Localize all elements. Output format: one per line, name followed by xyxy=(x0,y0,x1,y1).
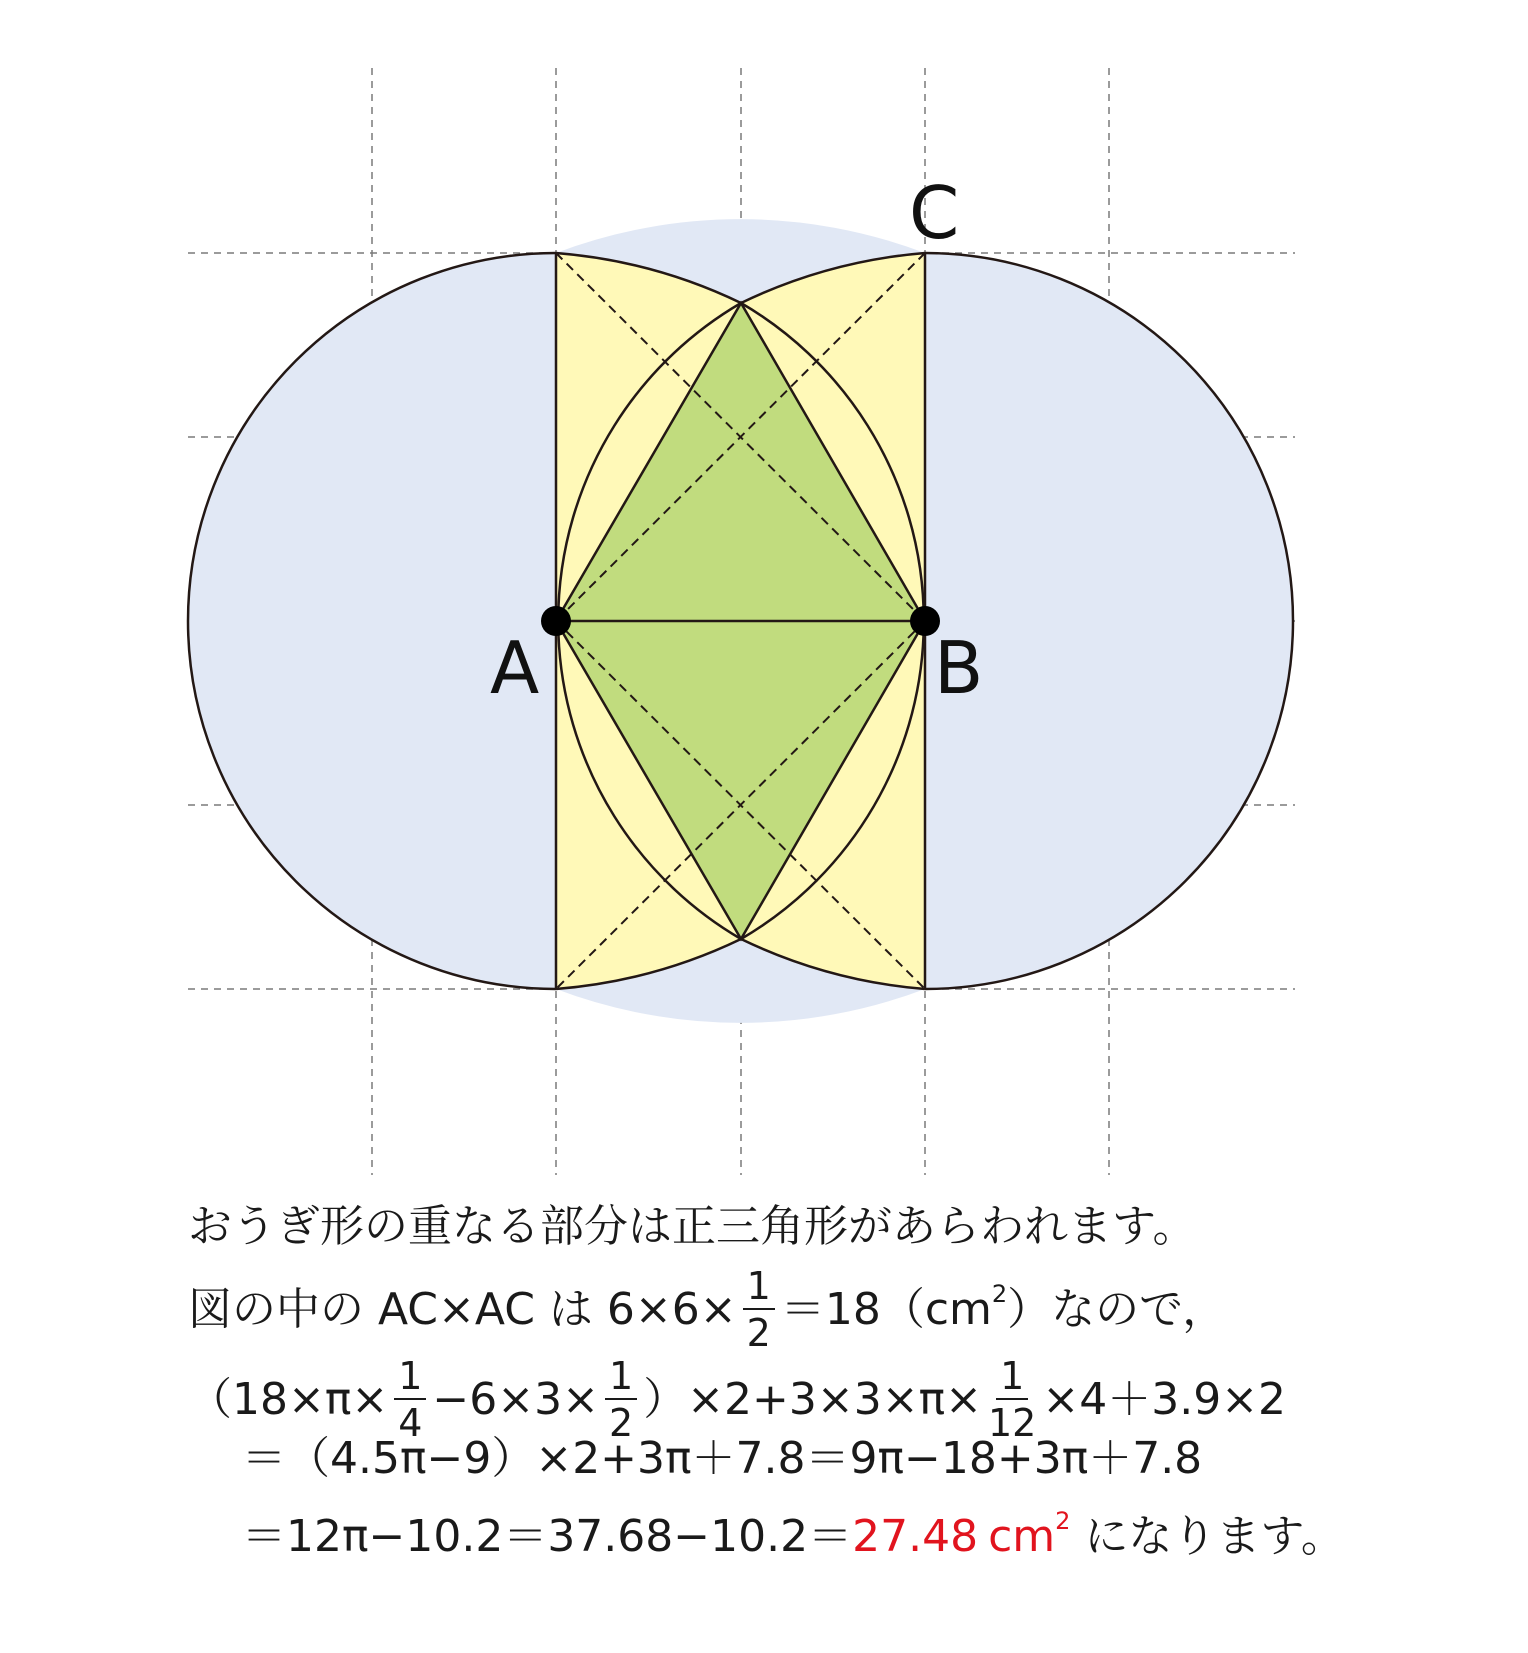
line2-part-b: ＝18（cm xyxy=(780,1283,992,1335)
answer-unit: cm xyxy=(988,1511,1056,1562)
solution-line-1 xyxy=(188,1201,1197,1252)
fraction-denominator: 4 xyxy=(398,1401,423,1445)
fraction-numerator: 1 xyxy=(996,1357,1028,1400)
point-a-label: A xyxy=(490,626,540,710)
fraction-numerator: 1 xyxy=(743,1267,775,1310)
line2-part-c: ）なので， xyxy=(1007,1283,1227,1335)
line3-part-b: −6×3× xyxy=(432,1373,599,1425)
fraction-denominator: 12 xyxy=(988,1401,1037,1445)
line1-text: おうぎ形の重なる部分は正三角形があらわれます。 xyxy=(188,1201,1197,1252)
fraction-half xyxy=(743,1264,775,1355)
point-c-label: C xyxy=(909,171,960,255)
solution-line-2 xyxy=(188,1264,1227,1355)
fraction-numerator: 1 xyxy=(605,1357,637,1400)
line2-superscript: 2 xyxy=(991,1279,1008,1308)
line2-part-a: 図の中の AC×AC は 6×6× xyxy=(188,1283,737,1335)
answer-value: 27.48 xyxy=(852,1511,979,1562)
point-b-label: B xyxy=(934,626,984,710)
line3-part-a: （18×π× xyxy=(188,1373,389,1425)
point-a-marker xyxy=(541,606,571,636)
line3-part-c: ）×2+3×3×π× xyxy=(643,1373,982,1425)
solution-line-4 xyxy=(242,1433,1203,1484)
fraction-denominator: 2 xyxy=(609,1401,634,1445)
line4-text: ＝（4.5π−9）×2+3π＋7.8＝9π−18+3π＋7.8 xyxy=(242,1433,1203,1484)
line3-part-d: ×4＋3.9×2 xyxy=(1042,1373,1287,1425)
solution-line-3 xyxy=(188,1354,1287,1445)
fraction-half xyxy=(605,1354,637,1445)
fraction-denominator: 2 xyxy=(746,1311,771,1355)
fraction-quarter xyxy=(394,1354,426,1445)
line5-part-a: ＝12π−10.2＝37.68−10.2＝ xyxy=(242,1511,853,1562)
fraction-numerator: 1 xyxy=(394,1357,426,1400)
answer-unit-superscript: 2 xyxy=(1055,1507,1071,1535)
line5-part-b: になります。 xyxy=(1084,1511,1345,1562)
solution-line-5 xyxy=(242,1507,1345,1562)
fraction-twelfth xyxy=(988,1354,1037,1445)
